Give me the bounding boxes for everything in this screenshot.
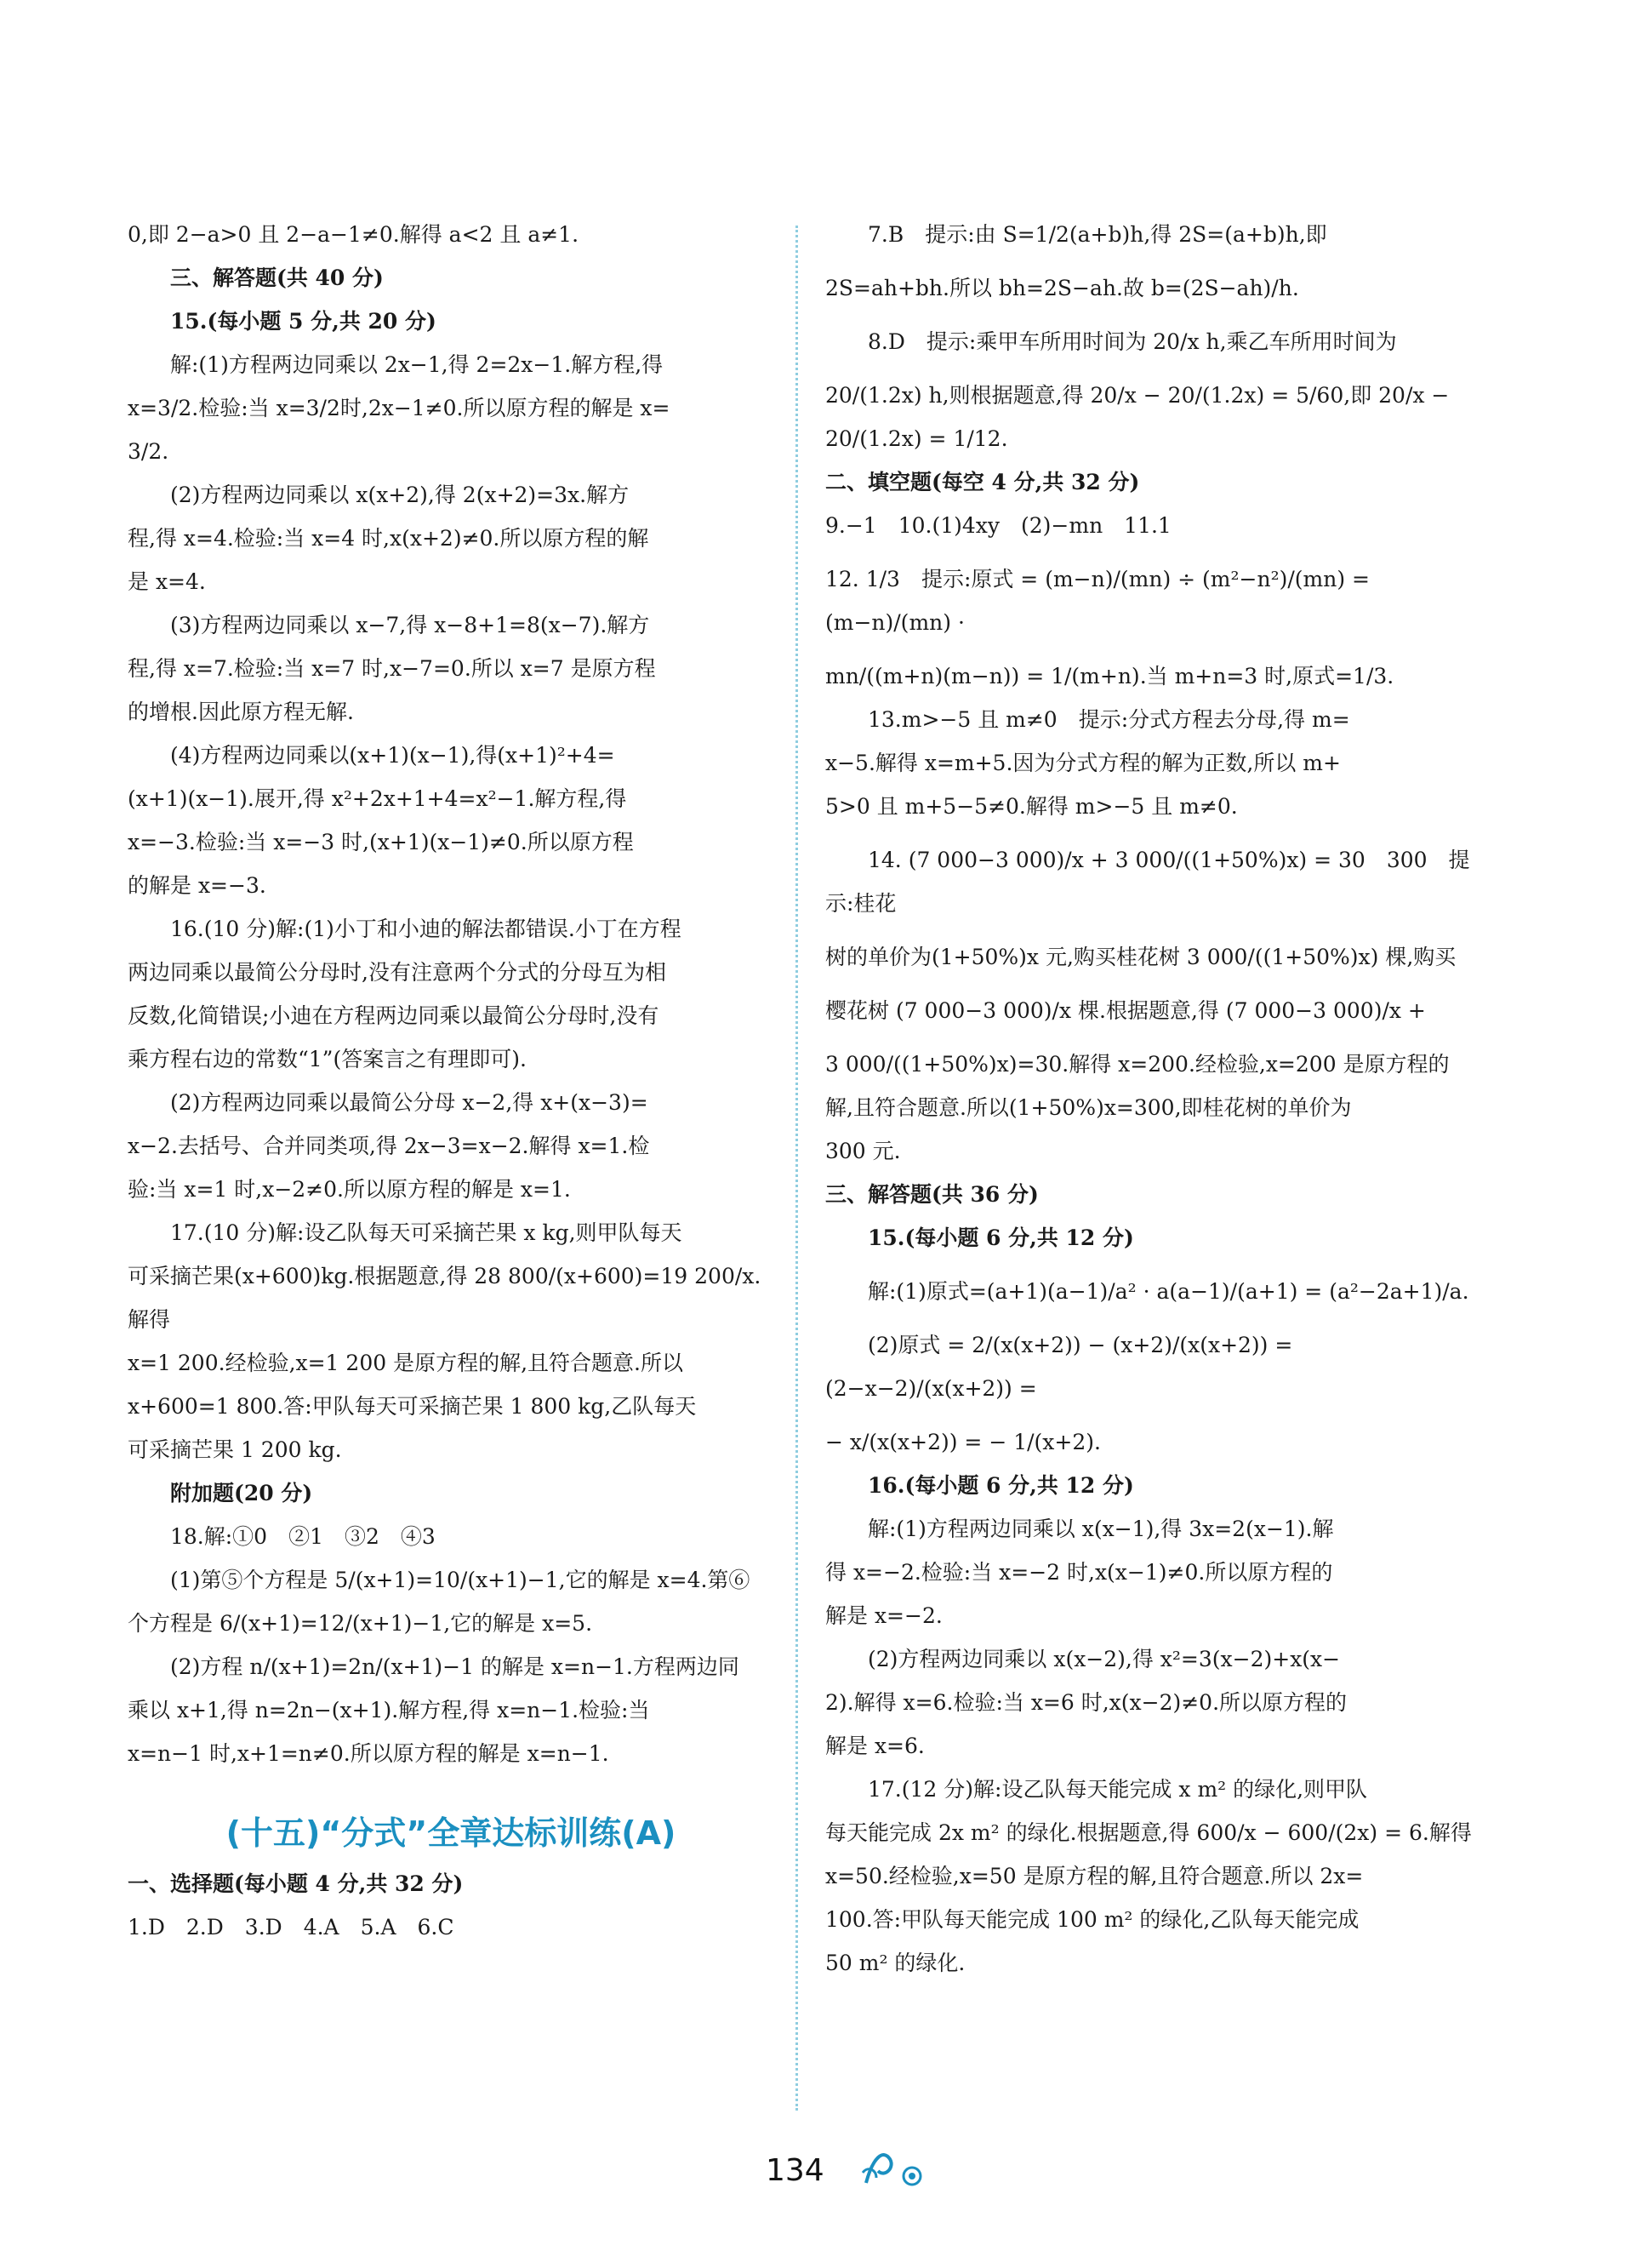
section-title: (十五)“分式”全章达标训练(A) [225, 1814, 676, 1852]
text-line: 7.B 提示:由 S=1/2(a+b)h,得 2S=(a+b)h,即 [868, 222, 1327, 247]
text-line: 乘以 x+1,得 n=2n−(x+1).解方程,得 x=n−1.检验:当 [128, 1698, 650, 1722]
text-line: x=3/2.检验:当 x=3/2时,2x−1≠0.所以原方程的解是 x= [128, 396, 670, 420]
text-line: 得 x=−2.检验:当 x=−2 时,x(x−1)≠0.所以原方程的 [825, 1560, 1333, 1585]
text-line: 13.m>−5 且 m≠0 提示:分式方程去分母,得 m= [868, 707, 1350, 732]
text-line: 个方程是 6/(x+1)=12/(x+1)−1,它的解是 x=5. [128, 1611, 593, 1636]
text-line: (4)方程两边同乘以(x+1)(x−1),得(x+1)²+4= [170, 743, 615, 768]
text-line: (2)方程两边同乘以 x(x−2),得 x²=3(x−2)+x(x− [868, 1647, 1341, 1671]
text-line: 12. 1/3 提示:原式 = (m−n)/(mn) ÷ (m²−n²)/(mn) = (m−n)/(mn) · [825, 567, 1370, 635]
text-line: x=1 200.经检验,x=1 200 是原方程的解,且符合题意.所以 [128, 1351, 683, 1375]
text-line: 验:当 x=1 时,x−2≠0.所以原方程的解是 x=1. [128, 1177, 571, 1202]
text-line: 18.解:①0 ②1 ③2 ④3 [170, 1524, 436, 1549]
right-column [825, 213, 1472, 1985]
text-line: (3)方程两边同乘以 x−7,得 x−8+1=8(x−7).解方 [170, 613, 650, 637]
text-line: 1.D 2.D 3.D 4.A 5.A 6.C [128, 1915, 454, 1940]
text-line: 解,且符合题意.所以(1+50%)x=300,即桂花树的单价为 [825, 1095, 1352, 1120]
text-line: x−2.去括号、合并同类项,得 2x−3=x−2.解得 x=1.检 [128, 1134, 650, 1158]
text-line: 0,即 2−a>0 且 2−a−1≠0.解得 a<2 且 a≠1. [128, 222, 579, 247]
text-line: 16.(10 分)解:(1)小丁和小迪的解法都错误.小丁在方程 [170, 917, 681, 941]
text-line: 解:(1)方程两边同乘以 x(x−1),得 3x=2(x−1).解 [868, 1517, 1334, 1541]
section-heading: 二、填空题(每空 4 分,共 32 分) [825, 470, 1140, 494]
question-heading: 15.(每小题 5 分,共 20 分) [170, 309, 436, 334]
text-line: 14. (7 000−3 000)/x + 3 000/((1+50%)x) = 30 300 提示:桂花 [825, 848, 1470, 916]
text-line: 5>0 且 m+5−5≠0.解得 m>−5 且 m≠0. [825, 794, 1238, 819]
text-line: (2)原式 = 2/(x(x+2)) − (x+2)/(x(x+2)) = (2−x−2)/(x(x+2)) = [825, 1333, 1293, 1401]
question-heading: 16.(每小题 6 分,共 12 分) [868, 1473, 1134, 1498]
question-heading: 15.(每小题 6 分,共 12 分) [868, 1225, 1134, 1250]
text-line: mn/((m+n)(m−n)) = 1/(m+n).当 m+n=3 时,原式=1/3. [825, 664, 1394, 688]
text-line: 程,得 x=4.检验:当 x=4 时,x(x+2)≠0.所以原方程的解 [128, 526, 649, 551]
text-line: 9.−1 10.(1)4xy (2)−mn 11.1 [825, 513, 1172, 538]
text-line: 解:(1)方程两边同乘以 2x−1,得 2=2x−1.解方程,得 [170, 352, 664, 377]
text-line: − x/(x(x+2)) = − 1/(x+2). [825, 1430, 1101, 1454]
text-line: 乘方程右边的常数“1”(答案言之有理即可). [128, 1047, 527, 1071]
text-line: 程,得 x=7.检验:当 x=7 时,x−7=0.所以 x=7 是原方程 [128, 656, 656, 681]
section-heading: 三、解答题(共 36 分) [825, 1182, 1039, 1207]
text-line: x=−3.检验:当 x=−3 时,(x+1)(x−1)≠0.所以原方程 [128, 830, 634, 854]
section-heading: 一、选择题(每小题 4 分,共 32 分) [128, 1871, 464, 1896]
text-line: 17.(10 分)解:设乙队每天可采摘芒果 x kg,则甲队每天 [170, 1220, 682, 1245]
swirl-ornament-icon [858, 2140, 934, 2191]
text-line: 300 元. [825, 1139, 901, 1163]
text-line: 每天能完成 2x m² 的绿化.根据题意,得 600/x − 600/(2x) = 6.解得 [825, 1820, 1472, 1845]
text-line: 解是 x=−2. [825, 1603, 943, 1628]
text-line: 3/2. [128, 439, 169, 464]
text-line: x−5.解得 x=m+5.因为分式方程的解为正数,所以 m+ [825, 751, 1341, 775]
text-line: (1)第⑤个方程是 5/(x+1)=10/(x+1)−1,它的解是 x=4.第⑥ [170, 1568, 750, 1592]
text-line: 樱花树 (7 000−3 000)/x 棵.根据题意,得 (7 000−3 000)/x + [825, 998, 1426, 1023]
text-line: 2S=ah+bh.所以 bh=2S−ah.故 b=(2S−ah)/h. [825, 276, 1299, 300]
text-line: 50 m² 的绿化. [825, 1951, 966, 1975]
text-line: 的增根.因此原方程无解. [128, 700, 354, 724]
text-line: (2)方程两边同乘以最简公分母 x−2,得 x+(x−3)= [170, 1090, 648, 1115]
text-line: (2)方程两边同乘以 x(x+2),得 2(x+2)=3x.解方 [170, 483, 630, 507]
text-line: 可采摘芒果(x+600)kg.根据题意,得 28 800/(x+600)=19 200/x.解得 [128, 1264, 761, 1332]
text-line: x=50.经检验,x=50 是原方程的解,且符合题意.所以 2x= [825, 1864, 1364, 1888]
text-line: 的解是 x=−3. [128, 873, 266, 898]
text-line: 反数,化简错误;小迪在方程两边同乘以最简公分母时,没有 [128, 1003, 659, 1028]
section-heading: 三、解答题(共 40 分) [170, 266, 384, 290]
text-line: 100.答:甲队每天能完成 100 m² 的绿化,乙队每天能完成 [825, 1907, 1360, 1932]
left-column [128, 213, 774, 1949]
text-line: 8.D 提示:乘甲车所用时间为 20/x h,乘乙车所用时间为 [868, 329, 1397, 354]
text-line: 17.(12 分)解:设乙队每天能完成 x m² 的绿化,则甲队 [868, 1777, 1368, 1802]
text-line: (x+1)(x−1).展开,得 x²+2x+1+4=x²−1.解方程,得 [128, 786, 627, 811]
text-line: 可采摘芒果 1 200 kg. [128, 1437, 342, 1462]
text-line: 两边同乘以最简公分母时,没有注意两个分式的分母互为相 [128, 960, 666, 985]
text-line: 解是 x=6. [825, 1734, 925, 1758]
column-divider [795, 226, 798, 2111]
text-line: x+600=1 800.答:甲队每天可采摘芒果 1 800 kg,乙队每天 [128, 1394, 697, 1419]
text-line: x=n−1 时,x+1=n≠0.所以原方程的解是 x=n−1. [128, 1741, 609, 1766]
text-line: 是 x=4. [128, 569, 206, 594]
section-heading: 附加题(20 分) [170, 1481, 313, 1505]
text-line: 3 000/((1+50%)x)=30.解得 x=200.经检验,x=200 是原方程的 [825, 1052, 1450, 1077]
text-line: 2).解得 x=6.检验:当 x=6 时,x(x−2)≠0.所以原方程的 [825, 1690, 1348, 1715]
text-line: 20/(1.2x) h,则根据题意,得 20/x − 20/(1.2x) = 5/60,即 20/x − 20/(1.2x) = 1/12. [825, 383, 1450, 451]
text-line: 解:(1)原式=(a+1)(a−1)/a² · a(a−1)/(a+1) = (a²−2a+1)/a. [868, 1279, 1469, 1304]
text-line: (2)方程 n/(x+1)=2n/(x+1)−1 的解是 x=n−1.方程两边同 [170, 1654, 739, 1679]
page-number: 134 [766, 2153, 824, 2188]
text-line: 树的单价为(1+50%)x 元,购买桂花树 3 000/((1+50%)x) 棵,购买 [825, 945, 1457, 969]
